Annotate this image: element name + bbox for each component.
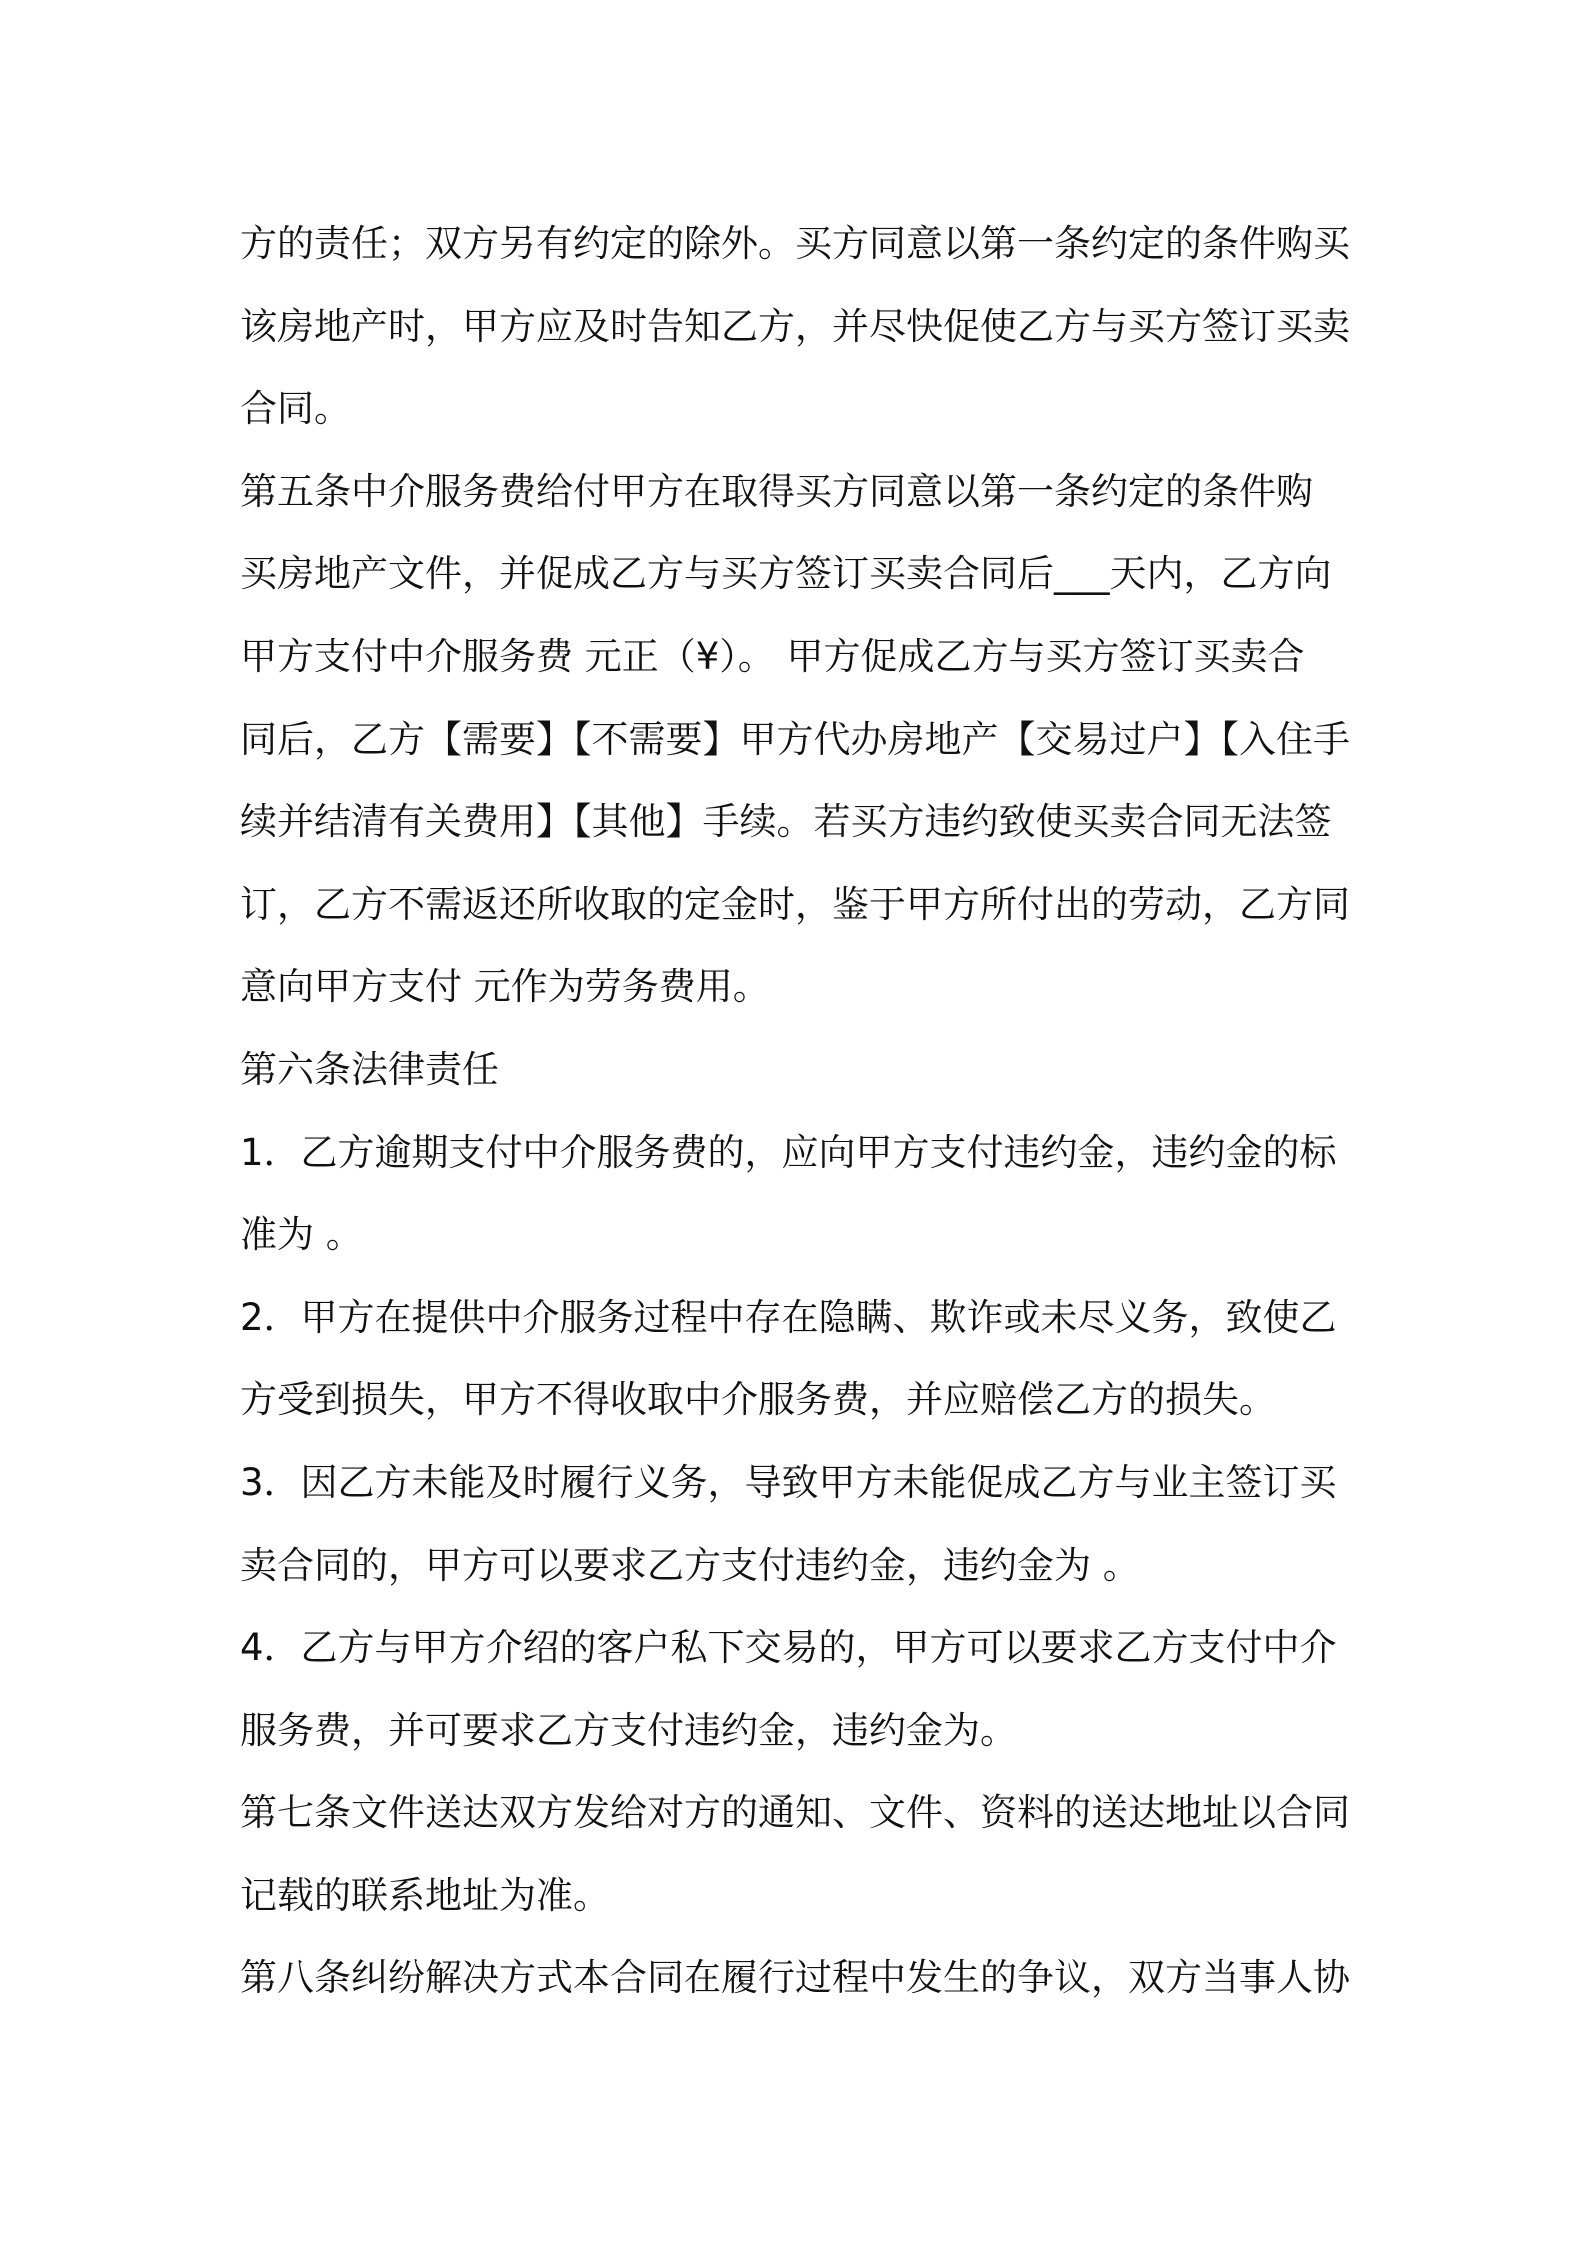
article-7-line: 第七条文件送达双方发给对方的通知、文件、资料的送达地址以合同 xyxy=(240,1791,1350,1835)
text-line: 甲方支付中介服务费 元正（¥）。 甲方促成乙方与买方签订买卖合 xyxy=(240,634,1305,678)
article-6-heading: 第六条法律责任 xyxy=(240,1047,499,1091)
clause-3-line: 3．因乙方未能及时履行义务，导致甲方未能促成乙方与业主签订买 xyxy=(240,1460,1337,1504)
text-line: 方受到损失，甲方不得收取中介服务费，并应赔偿乙方的损失。 xyxy=(240,1378,1276,1422)
text-line: 订，乙方不需返还所收取的定金时，鉴于甲方所付出的劳动，乙方同 xyxy=(240,882,1350,926)
text-line: 记载的联系地址为准。 xyxy=(240,1873,610,1917)
clause-4-line: 4．乙方与甲方介绍的客户私下交易的，甲方可以要求乙方支付中介 xyxy=(240,1626,1337,1670)
text-line: 续并结清有关费用】【其他】手续。若买方违约致使买卖合同无法签 xyxy=(240,800,1332,844)
text-line: 服务费，并可要求乙方支付违约金，违约金为。 xyxy=(240,1708,1017,1752)
text-line: 该房地产时，甲方应及时告知乙方，并尽快促使乙方与买方签订买卖 xyxy=(240,304,1350,348)
text-line: 方的责任；双方另有约定的除外。买方同意以第一条约定的条件购买 xyxy=(240,222,1350,265)
text-line: 买房地产文件，并促成乙方与买方签订买卖合同后___天内，乙方向 xyxy=(240,552,1332,596)
text-line: 合同。 xyxy=(240,387,351,431)
text-line: 意向甲方支付 元作为劳务费用。 xyxy=(240,965,770,1009)
text-line: 准为 。 xyxy=(240,1213,363,1257)
article-5-line: 第五条中介服务费给付甲方在取得买方同意以第一条约定的条件购 xyxy=(240,469,1313,513)
text-line: 卖合同的，甲方可以要求乙方支付违约金，违约金为 。 xyxy=(240,1543,1140,1587)
clause-1-line: 1．乙方逾期支付中介服务费的，应向甲方支付违约金，违约金的标 xyxy=(240,1130,1337,1174)
clause-2-line: 2．甲方在提供中介服务过程中存在隐瞒、欺诈或未尽义务，致使乙 xyxy=(240,1295,1337,1339)
contract-text xyxy=(240,203,1360,2020)
article-8-line: 第八条纠纷解决方式本合同在履行过程中发生的争议，双方当事人协 xyxy=(240,1956,1350,2000)
text-line: 同后，乙方【需要】【不需要】甲方代办房地产【交易过户】【入住手 xyxy=(240,717,1350,761)
